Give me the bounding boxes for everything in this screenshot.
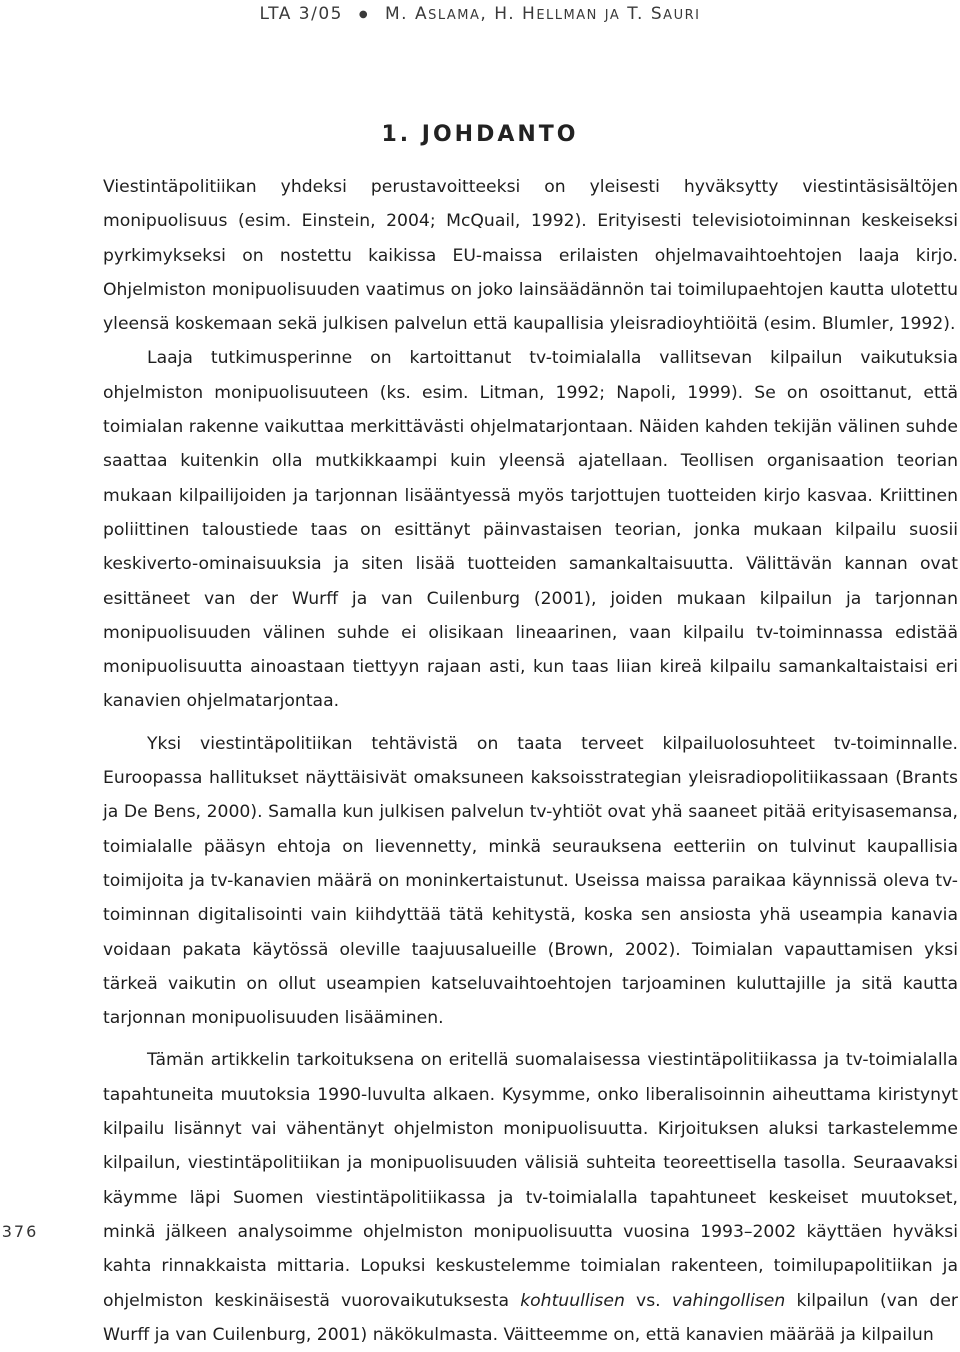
author-1: M. ASLAMA,: [385, 4, 488, 24]
section-heading: 1. JOHDANTO: [381, 122, 579, 147]
bullet-separator-icon: ●: [358, 9, 370, 20]
author-joiner: JA: [604, 8, 621, 23]
paragraph-1: Viestintäpolitiikan yhdeksi perustavoitteeksi on yleisesti hyväksytty viestintäsisältöjen monipuolisuus (esim. Einstein, 2004; McQuail, 1992). Erityisesti televisiotoiminnan keskeiseksi pyrkimykseksi on nostettu kaikissa EU-maissa erilaisten ohjelmavaihtoehtojen laaja kirjo. Ohjelmiston monipuolisuuden vaatimus on joko lainsäädännön tai toimilupaehtojen kautta ulotettu yleensä koskemaan sekä julkisen palvelun että kaupallisia yleisradioyhtiöitä (esim. Blumler, 1992).: [103, 177, 958, 335]
paragraph-2: Laaja tutkimusperinne on kartoittanut tv-toimialalla vallitsevan kilpailun vaikutuksia ohjelmiston monipuolisuuteen (ks. esim. Litman, 1992; Napoli, 1999). Se on osoittanut, että toimialan rakenne vaikuttaa merkittävästi ohjelmatarjontaan. Näiden kahden tekijän välinen suhde saattaa kuitenkin olla mutkikkaampi kuin yleensä ajatellaan. Teollisen organisaation teorian mukaan kilpailijoiden ja tarjonnan lisääntyessä myös tarjottujen tuotteiden kirjo kasvaa. Kriittinen poliittinen taloustiede taas on esittänyt päinvastaisen teorian, jonka mukaan kilpailu suosii keskiverto-ominaisuuksia ja siten lisää tuotteiden samankaltaisuutta. Välittävän kannan ovat esittäneet van der Wurff ja van Cuilenburg (2001), joiden mukaan kilpailun ja tarjonnan monipuolisuuden välinen suhde ei olisikaan lineaarinen, vaan kilpailu tv-toiminnassa edistää monipuolisuutta ainoastaan tiettyyn rajaan asti, kun taas liian kireä kilpailu samankaltaistaisi eri kanavien ohjelmatarjontaa.: [103, 348, 958, 712]
author-3: T. SAURI: [627, 4, 701, 24]
emphasis-term: kohtuullisen: [520, 1290, 625, 1311]
author-2: H. HELLMAN: [494, 4, 598, 24]
page-number: 376: [1, 1222, 39, 1241]
emphasis-term: vahingollisen: [671, 1290, 786, 1311]
journal-issue: LTA 3/05: [259, 4, 343, 24]
running-head: [0, 4, 960, 24]
paragraph-4: Tämän artikkelin tarkoituksena on eritellä suomalaisessa viestintäpolitiikassa ja tv-toimialalla tapahtuneita muutoksia 1990-luvulta alkaen. Kysymme, onko liberalisoinnin aiheuttama kiristynyt kilpailu lisännyt vai vähentänyt ohjelmiston monipuolisuutta. Kirjoituksen aluksi tarkastelemme kilpailun, viestintäpolitiikan ja monipuolisuuden välisiä suhteita teoreettisella tasolla. Seuraavaksi käymme läpi Suomen viestintäpolitiikassa ja tv-toimialalla tapahtuneet keskeiset muutokset, minkä jälkeen analysoimme ohjelmiston monipuolisuutta vuosina 1993–2002 käyttäen hyväksi kahta rinnakkaista mittaria. Lopuksi keskustelemme toimialan rakenteen, toimilupapolitiikan ja ohjelmiston keskinäisestä vuorovaikutuksesta kohtuullisen vs. vahingollisen kilpailun (van der Wurff ja van Cuilenburg, 2001) näkökulmasta. Väitteemme on, että kanavien määrää ja kilpailun: [103, 1050, 958, 1345]
paragraph-3: Yksi viestintäpolitiikan tehtävistä on taata terveet kilpailuolosuhteet tv-toiminnalle. Euroopassa hallitukset näyttäisivät omaksuneen kaksoisstrategian yleisradiopolitiikassaan (Brants ja De Bens, 2000). Samalla kun julkisen palvelun tv-yhtiöt ovat yhä saaneet pitää erityisasemansa, toimialalle pääsyn ehtoja on lievennetty, minkä seurauksena eetteriin on tulvinut kaupallisia toimijoita ja tv-kanavien määrä on moninkertaistunut. Useissa maissa paraikaa käynnissä oleva tv-toiminnan digitalisointi vain kiihdyttää tätä kehitystä, koska sen ansiosta yhä useampia kanavia voidaan pakata käytössä oleville taajuusalueille (Brown, 2002). Toimialan vapauttamisen yksi tärkeä vaikutin on ollut useampien katseluvaihtoehtojen tarjoaminen kuluttajille ja sitä kautta tarjonnan monipuolisuuden lisääminen.: [103, 733, 958, 1029]
body-text: [103, 170, 958, 1352]
